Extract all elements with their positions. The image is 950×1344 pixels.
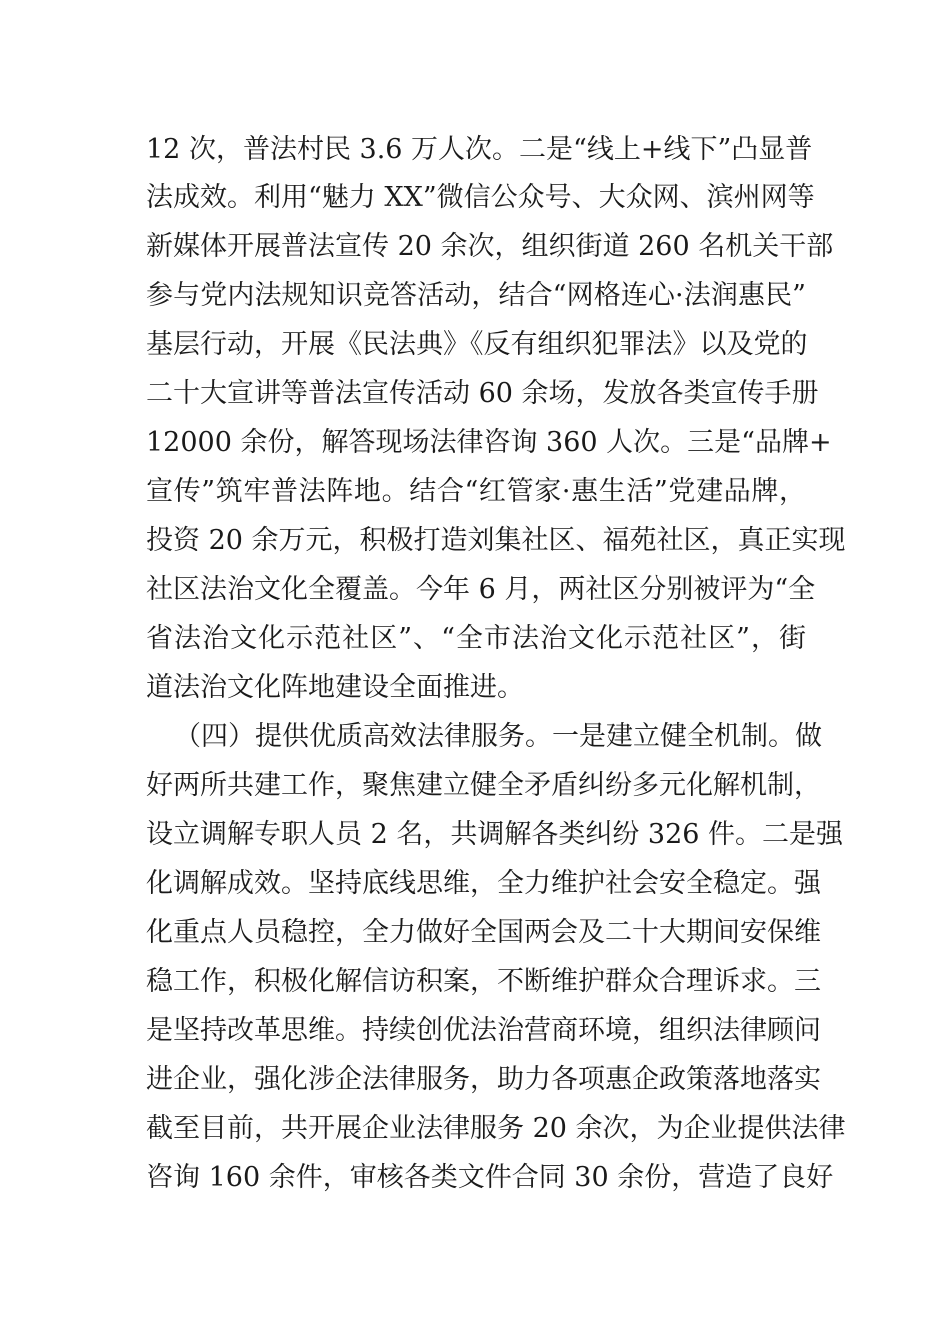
text-line: 宣传”筑牢普法阵地。结合“红管家·惠生活”党建品牌， <box>146 476 806 507</box>
text-line: 法成效。利用“魅力 XX”微信公众号、大众网、滨州网等 <box>146 182 815 213</box>
text-line: 好两所共建工作，聚焦建立健全矛盾纠纷多元化解机制， <box>146 770 821 801</box>
text-line: 化调解成效。坚持底线思维，全力维护社会安全稳定。强 <box>146 868 821 899</box>
text-line: 二十大宣讲等普法宣传活动 60 余场，发放各类宣传手册 <box>146 378 819 409</box>
text-line: 投资 20 余万元，积极打造刘集社区、福苑社区，真正实现 <box>146 525 846 556</box>
text-line: 省法治文化示范社区”、“全市法治文化示范社区”，街 <box>146 623 806 654</box>
text-line: 道法治文化阵地建设全面推进。 <box>146 672 524 703</box>
text-line: 基层行动，开展《民法典》《反有组织犯罪法》以及党的 <box>146 329 808 360</box>
text-line: 稳工作，积极化解信访积案，不断维护群众合理诉求。三 <box>146 966 821 997</box>
text-line: 进企业，强化涉企法律服务，助力各项惠企政策落地落实 <box>146 1064 821 1095</box>
text-line: 新媒体开展普法宣传 20 余次，组织街道 260 名机关干部 <box>146 231 834 262</box>
text-line: 参与党内法规知识竞答活动，结合“网格连心·法润惠民” <box>146 280 806 311</box>
text-line: 设立调解专职人员 2 名，共调解各类纠纷 326 件。二是强 <box>146 819 844 850</box>
text-line: 截至目前，共开展企业法律服务 20 余次，为企业提供法律 <box>146 1113 846 1144</box>
paragraph-first-line: （四）提供优质高效法律服务。一是建立健全机制。做 <box>174 721 822 752</box>
text-line: 化重点人员稳控，全力做好全国两会及二十大期间安保维 <box>146 917 821 948</box>
text-line: 社区法治文化全覆盖。今年 6 月，两社区分别被评为“全 <box>146 574 816 605</box>
text-line: 12 次，普法村民 3.6 万人次。二是“线上+线下”凸显普 <box>146 134 813 165</box>
text-line: 是坚持改革思维。持续创优法治营商环境，组织法律顾问 <box>146 1015 821 1046</box>
text-line: 咨询 160 余件，审核各类文件合同 30 余份，营造了良好 <box>146 1162 834 1193</box>
text-line: 12000 余份，解答现场法律咨询 360 人次。三是“品牌+ <box>146 427 832 458</box>
